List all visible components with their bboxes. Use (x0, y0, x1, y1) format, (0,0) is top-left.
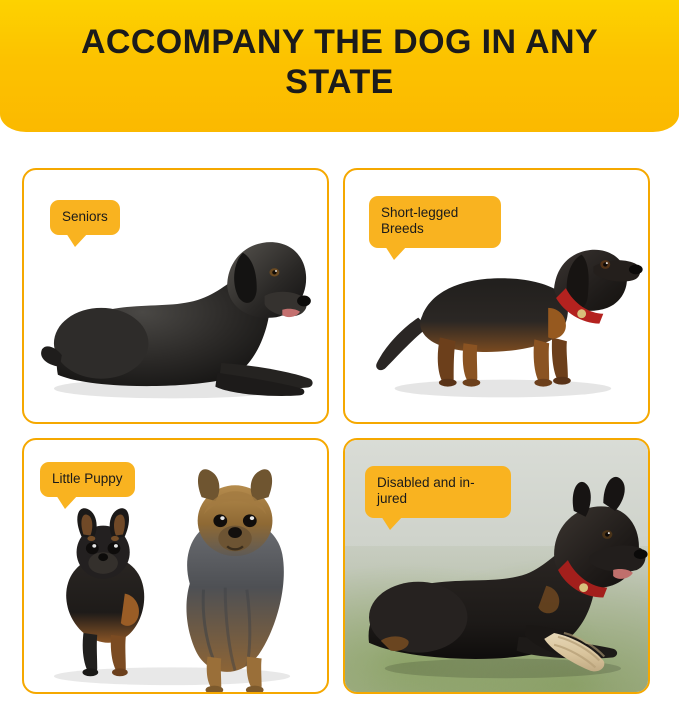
dog-category-grid (0, 168, 679, 694)
card-short-legged-breeds[interactable] (343, 168, 650, 424)
header-banner (0, 0, 679, 132)
label-disabled-injured: Disabled and in-jured (365, 466, 511, 518)
card-seniors[interactable] (22, 168, 329, 424)
label-little-puppy: Little Puppy (40, 462, 135, 497)
card-little-puppy[interactable] (22, 438, 329, 694)
label-short-legged-breeds: Short-legged Breeds (369, 196, 501, 248)
label-seniors: Seniors (50, 200, 120, 235)
card-disabled-injured[interactable] (343, 438, 650, 694)
page-title: ACCOMPANY THE DOG IN ANY STATE (80, 22, 599, 101)
